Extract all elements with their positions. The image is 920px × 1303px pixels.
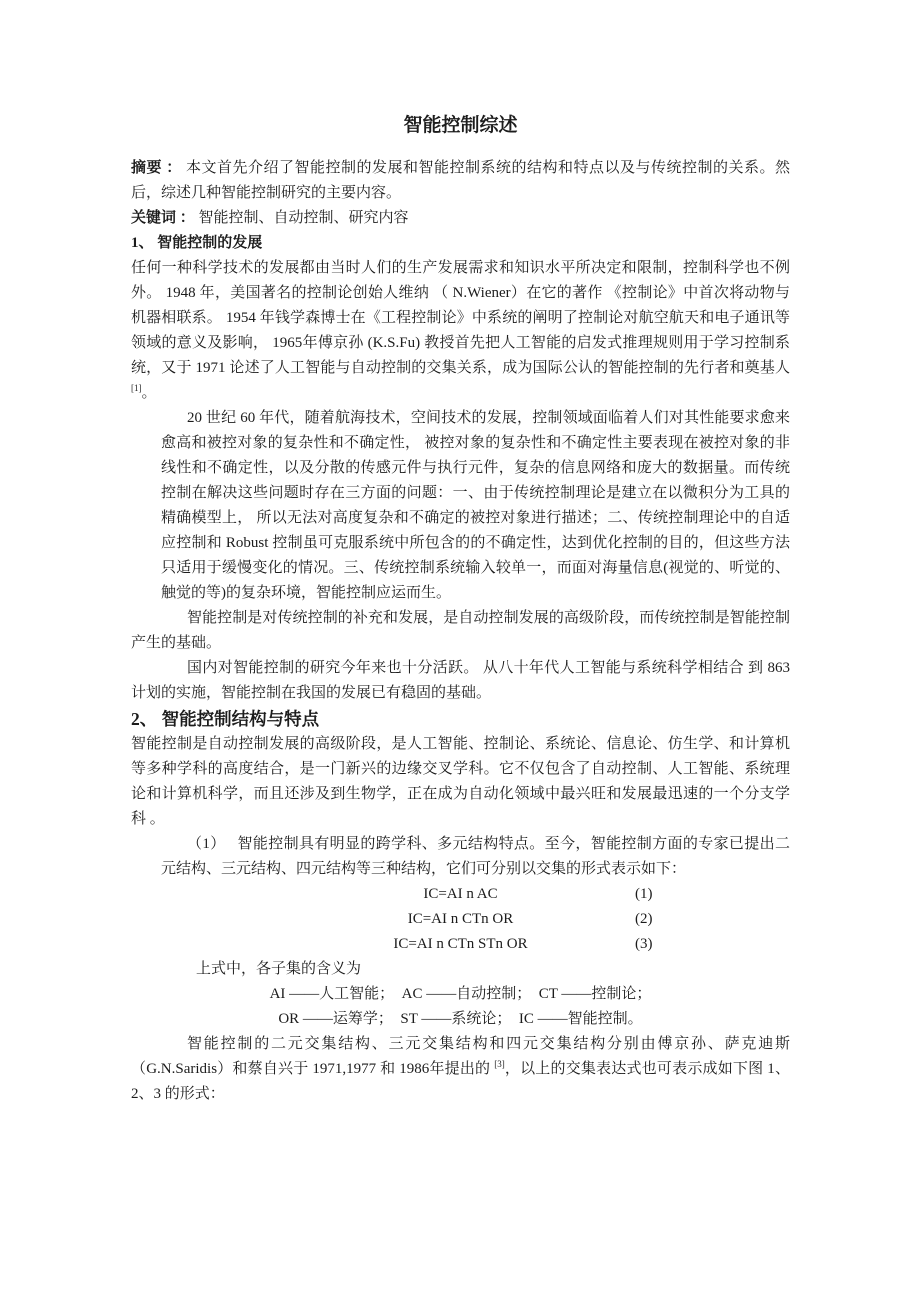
formula-3 xyxy=(131,932,790,957)
section-2-paragraph-origins xyxy=(131,1032,790,1107)
section-2-heading: 2、 智能控制结构与特点 xyxy=(131,709,320,729)
keywords-paragraph xyxy=(131,206,790,231)
section-2-paragraph-intro: 智能控制是自动控制发展的高级阶段，是人工智能、控制论、系统论、信息论、仿生学、和计算机等多种学科的高度结合，是一门新兴的边缘交叉学科。它不仅包含了自动控制、人工智能、系统理论和计算机科学，而且还涉及到生物学，正在成为自动化领域中最兴旺和发展最迅速的一个分支学科 。 xyxy=(131,736,790,827)
keywords-text: 智能控制、自动控制、研究内容 xyxy=(194,210,409,226)
section-1-paragraph-domestic: 国内对智能控制的研究今年来也十分活跃。 从八十年代人工智能与系统科学相结合 到 863 计划的实施，智能控制在我国的发展已有稳固的基础。 xyxy=(131,660,790,701)
formula-2-expression: IC=AI n CTn OR xyxy=(407,911,514,927)
formula-1 xyxy=(131,882,790,907)
formula-1-number: (1) xyxy=(635,886,653,902)
section-1-paragraph-history-text: 任何一种科学技术的发展都由当时人们的生产发展需求和知识水平所决定和限制，控制科学也不例外。 1948 年，美国著名的控制论创始人维纳 （ N.Wiener）在它的著作 《控制论》中首次将动物与机器相联系。 1954 年钱学森博士在《工程控制论》中系统的阐明了控制论对航空航天和电子通讯等领域的意义及影响， 1965年傅京孙 (K.S.Fu) 教授首先把人工智能的启发式推理规则用于学习控制系统，又于 1971 论述了人工智能与自动控制的交集关系，成为国际公认的智能控制的先行者和奠基人 xyxy=(131,260,790,376)
document-title: 智能控制综述 xyxy=(403,115,518,136)
legend-intro: 上式中，各子集的含义为 xyxy=(196,961,362,977)
formula-3-number: (3) xyxy=(635,936,653,952)
section-1-heading: 1、 智能控制的发展 xyxy=(131,235,263,251)
section-2-paragraph-origins-text: 智能控制的二元交集结构、三元交集结构和四元交集结构分别由傅京孙、萨克迪斯（G.N.Saridis）和蔡自兴于 1971,1977 和 1986年提出的 xyxy=(131,1036,790,1077)
legend-line-1: AI ——人工智能； AC ——自动控制； CT ——控制论； xyxy=(269,986,652,1002)
section-1-paragraph-history-tail: 。 xyxy=(141,385,157,401)
section-1-paragraph-problems: 20 世纪 60 年代，随着航海技术，空间技术的发展，控制领域面临着人们对其性能要求愈来愈高和被控对象的复杂性和不确定性， 被控对象的复杂性和不确定性主要表现在被控对象的非线性和不确定性，以及分散的传感元件与执行元件，复杂的信息网络和庞大的数据量。而传统控制在解决这些问题时存在三方面的问题：一、由于传统控制理论是建立在以微积分为工具的精确模型上， 所以无法对高度复杂和不确定的被控对象进行描述；二、传统控制理论中的自适应控制和 Robust 控制虽可克服系统中所包含的的不确定性，达到优化控制的目的，但这些方法只适用于缓慢变化的情况。三、传统控制系统输入较单一，而面对海量信息(视觉的、听觉的、触觉的等)的复杂环境，智能控制应运而生。 xyxy=(161,410,790,601)
abstract-label: 摘要 ： xyxy=(131,160,182,176)
abstract-text: 本文首先介绍了智能控制的发展和智能控制系统的结构和特点以及与传统控制的关系。然后，综述几种智能控制研究的主要内容。 xyxy=(131,160,790,201)
citation-ref-1: [1] xyxy=(131,383,142,393)
abstract-paragraph xyxy=(131,156,790,206)
section-2-paragraph-structures: （1） 智能控制具有明显的跨学科、多元结构特点。至今，智能控制方面的专家已提出二元结构、三元结构、四元结构等三种结构，它们可分别以交集的形式表示如下： xyxy=(161,836,790,877)
formula-2-number: (2) xyxy=(635,911,653,927)
formula-1-expression: IC=AI n AC xyxy=(423,886,498,902)
formula-2 xyxy=(131,907,790,932)
section-1-paragraph-supplement: 智能控制是对传统控制的补充和发展，是自动控制发展的高级阶段，而传统控制是智能控制产生的基础。 xyxy=(131,610,790,651)
formula-3-expression: IC=AI n CTn STn OR xyxy=(393,936,528,952)
citation-ref-3: [3] xyxy=(494,1059,505,1069)
section-2-paragraph-origins-tail: ，以上的交集表达式也可表示成如下图 1、2、3 的形式： xyxy=(131,1061,790,1102)
legend-line-2: OR ——运筹学； ST ——系统论； IC ——智能控制。 xyxy=(278,1011,643,1027)
section-1-paragraph-history xyxy=(131,256,790,406)
keywords-label: 关键词 ： xyxy=(131,210,195,226)
